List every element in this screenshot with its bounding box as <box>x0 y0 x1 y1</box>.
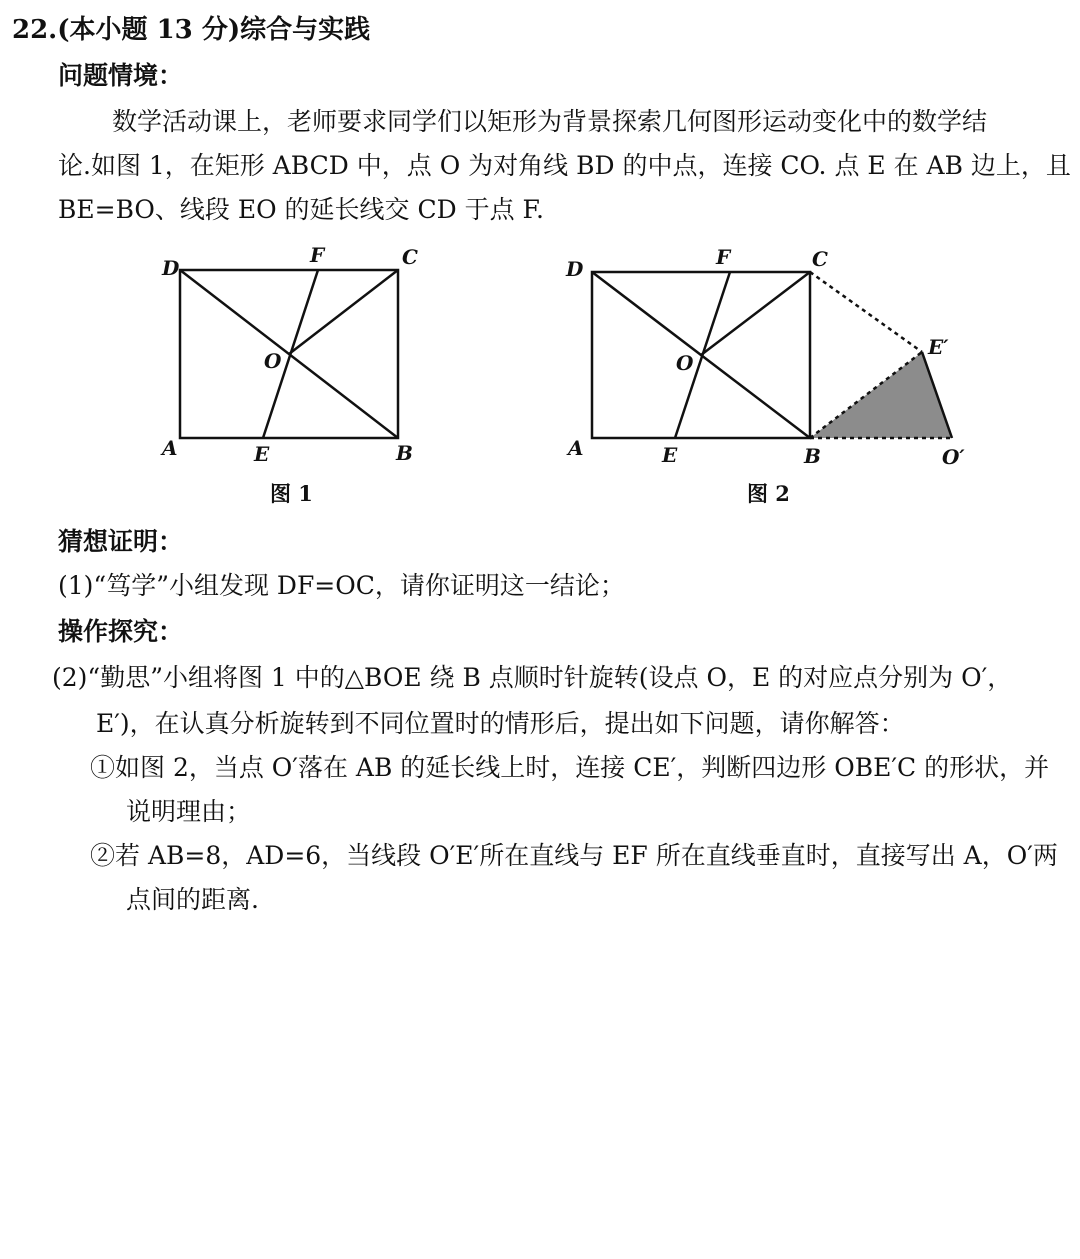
label-f: F <box>716 245 731 269</box>
problem-header: 22.(本小题 13 分)综合与实践 <box>12 15 371 45</box>
label-a: A <box>568 436 584 460</box>
part-2-line-1: (2)“勤思”小组将图 1 中的△BOE 绕 B 点顺时针旋转(设点 O，E 的对应点分别为 O′， <box>52 663 1013 692</box>
label-c: C <box>812 247 828 271</box>
label-c: C <box>402 245 418 269</box>
figure-1-caption: 图 1 <box>270 481 313 506</box>
label-o: O <box>676 351 694 375</box>
label-e: E <box>254 442 270 466</box>
figure-1-diagram <box>150 240 450 480</box>
context-line-3: BE=BO、线段 EO 的延长线交 CD 于点 F. <box>58 195 544 224</box>
figure-2-diagram <box>560 240 980 480</box>
context-line-2: 论.如图 1，在矩形 ABCD 中，点 O 为对角线 BD 的中点，连接 CO. 点 E 在 AB 边上，且 <box>58 151 1071 180</box>
label-o: O <box>264 349 282 373</box>
label-e-prime: E′ <box>928 335 949 359</box>
shaded-triangle <box>810 352 952 438</box>
part-1-text: (1)“笃学”小组发现 DF=OC，请你证明这一结论； <box>58 571 625 600</box>
label-d: D <box>566 257 584 281</box>
label-d: D <box>162 256 180 280</box>
label-a: A <box>162 436 178 460</box>
segment-ce-prime <box>810 272 922 352</box>
part-2-item-2-line-1: ②若 AB=8，AD=6，当线段 O′E′所在直线与 EF 所在直线垂直时，直接写出 A，O′两 <box>90 841 1058 870</box>
label-b: B <box>396 441 413 465</box>
section-conjecture-title: 猜想证明： <box>58 527 184 556</box>
part-2-item-1-line-2: 说明理由； <box>126 797 252 826</box>
part-2-item-2-line-2: 点间的距离. <box>126 885 259 914</box>
figure-2 <box>560 240 980 484</box>
figure-2-caption: 图 2 <box>747 481 790 506</box>
section-context-title: 问题情境： <box>58 61 184 90</box>
context-line-1: 数学活动课上，老师要求同学们以矩形为背景探索几何图形运动变化中的数学结 <box>112 107 988 136</box>
label-o-prime: O′ <box>942 445 965 469</box>
section-explore-title: 操作探究： <box>58 617 184 646</box>
label-e: E <box>662 443 678 467</box>
figure-1 <box>150 240 450 484</box>
part-2-line-2: E′)，在认真分析旋转到不同位置时的情形后，提出如下问题，请你解答： <box>96 709 905 738</box>
label-f: F <box>310 243 325 267</box>
label-b: B <box>804 444 821 468</box>
part-2-item-1-line-1: ①如图 2，当点 O′落在 AB 的延长线上时，连接 CE′，判断四边形 OBE′C 的形状，并 <box>90 753 1050 782</box>
